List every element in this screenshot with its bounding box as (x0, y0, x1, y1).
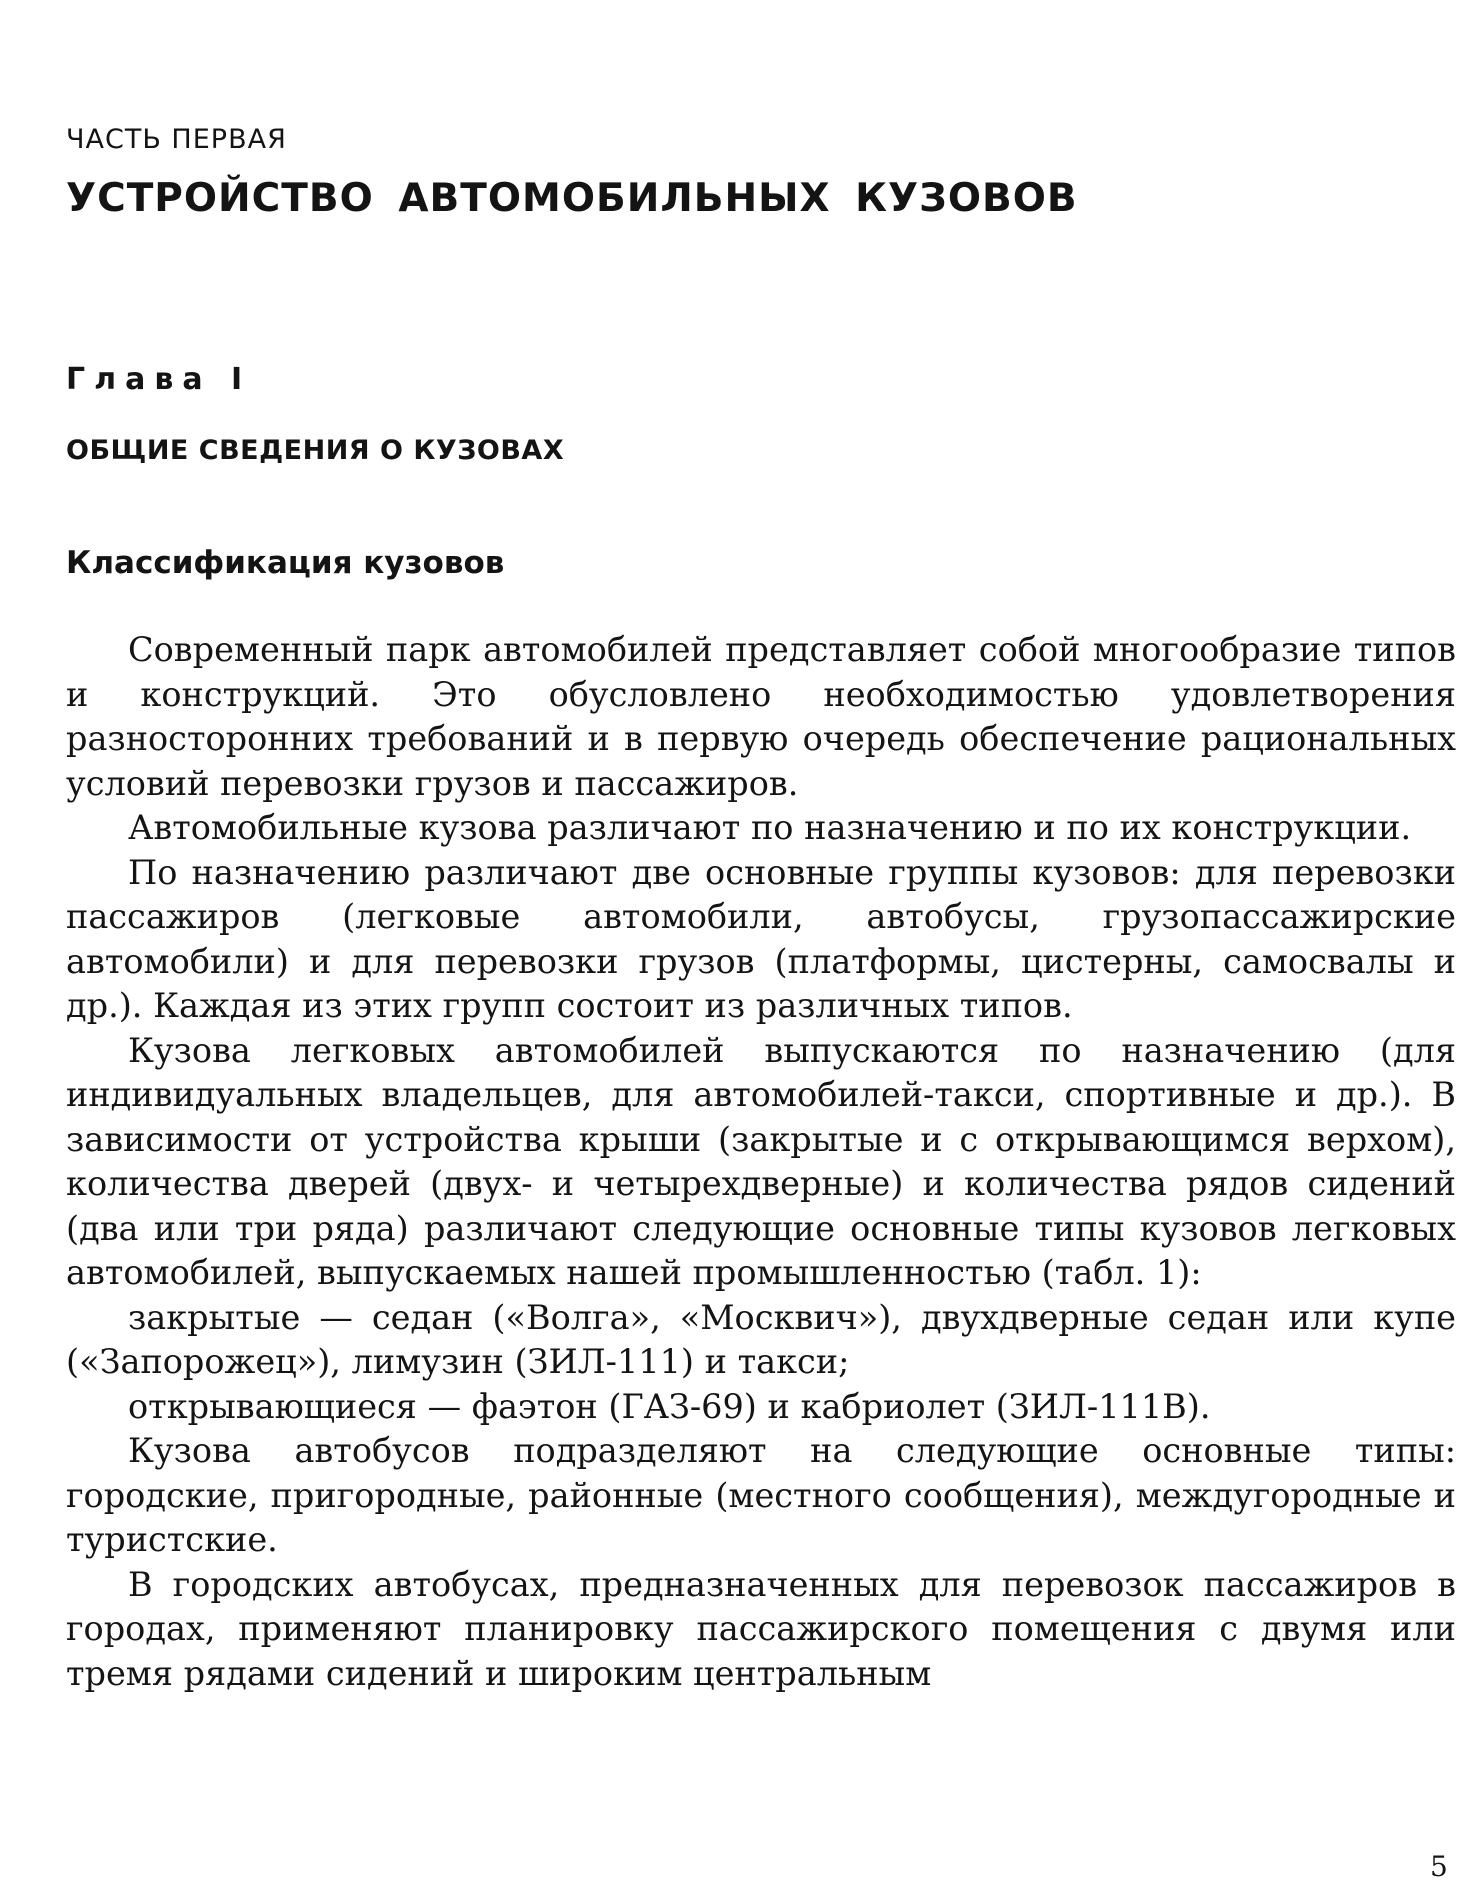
paragraph: Автомобильные кузова различают по назначению и по их конструкции. (128, 808, 1412, 847)
chapter-title: ОБЩИЕ СВЕДЕНИЯ О КУЗОВАХ (66, 435, 565, 466)
paragraph: Кузова автобусов подразделяют на следующие основные типы: городские, пригородные, районные (местного сообщения), междугородные и туристские. (66, 1431, 1456, 1559)
paragraph: закрытые — седан («Волга», «Москвич»), двухдверные седан или купе («Запорожец»), лимузин (ЗИЛ-111) и такси; (66, 1297, 1456, 1381)
paragraph: открывающиеся — фаэтон (ГАЗ-69) и кабриолет (ЗИЛ-111В). (128, 1386, 1211, 1426)
section-title: Классификация кузовов (66, 545, 505, 581)
paragraph: По назначению различают две основные группы кузовов: для перевозки пассажиров (легковые автомобили, автобусы, грузопассажирские автомобили) и для перевозки грузов (платформы, цистерны, самосвалы и др.). Каждая из этих групп состоит из различных типов. (66, 852, 1456, 1025)
paragraph: В городских автобусах, предназначенных для перевозок пассажиров в городах, применяют планировку пассажирского помещения с двумя или тремя рядами сидений и широким центральным (66, 1564, 1456, 1693)
body-text (66, 628, 1456, 1696)
page-number: 5 (1430, 1850, 1448, 1883)
part-title: УСТРОЙСТВО АВТОМОБИЛЬНЫХ КУЗОВОВ (66, 176, 1078, 221)
paragraph: Современный парк автомобилей представляет собой многообразие типов и конструкций. Это обусловлено необходимостью удовлетворения разносторонних требований и в первую очередь обеспечение рациональных условий перевозки грузов и пассажиров. (66, 630, 1456, 803)
part-label: ЧАСТЬ ПЕРВАЯ (66, 124, 287, 155)
paragraph: Кузова легковых автомобилей выпускаются по назначению (для индивидуальных владельцев, для автомобилей-такси, спортивные и др.). В зависимости от устройства крыши (закрытые и с открывающимся верхом), количества дверей (двух- и четырехдверные) и количества рядов сидений (два или три ряда) различают следующие основные типы кузовов легковых автомобилей, выпускаемых нашей промышленностью (табл. 1): (66, 1030, 1456, 1292)
chapter-label: Глава I (66, 362, 252, 397)
